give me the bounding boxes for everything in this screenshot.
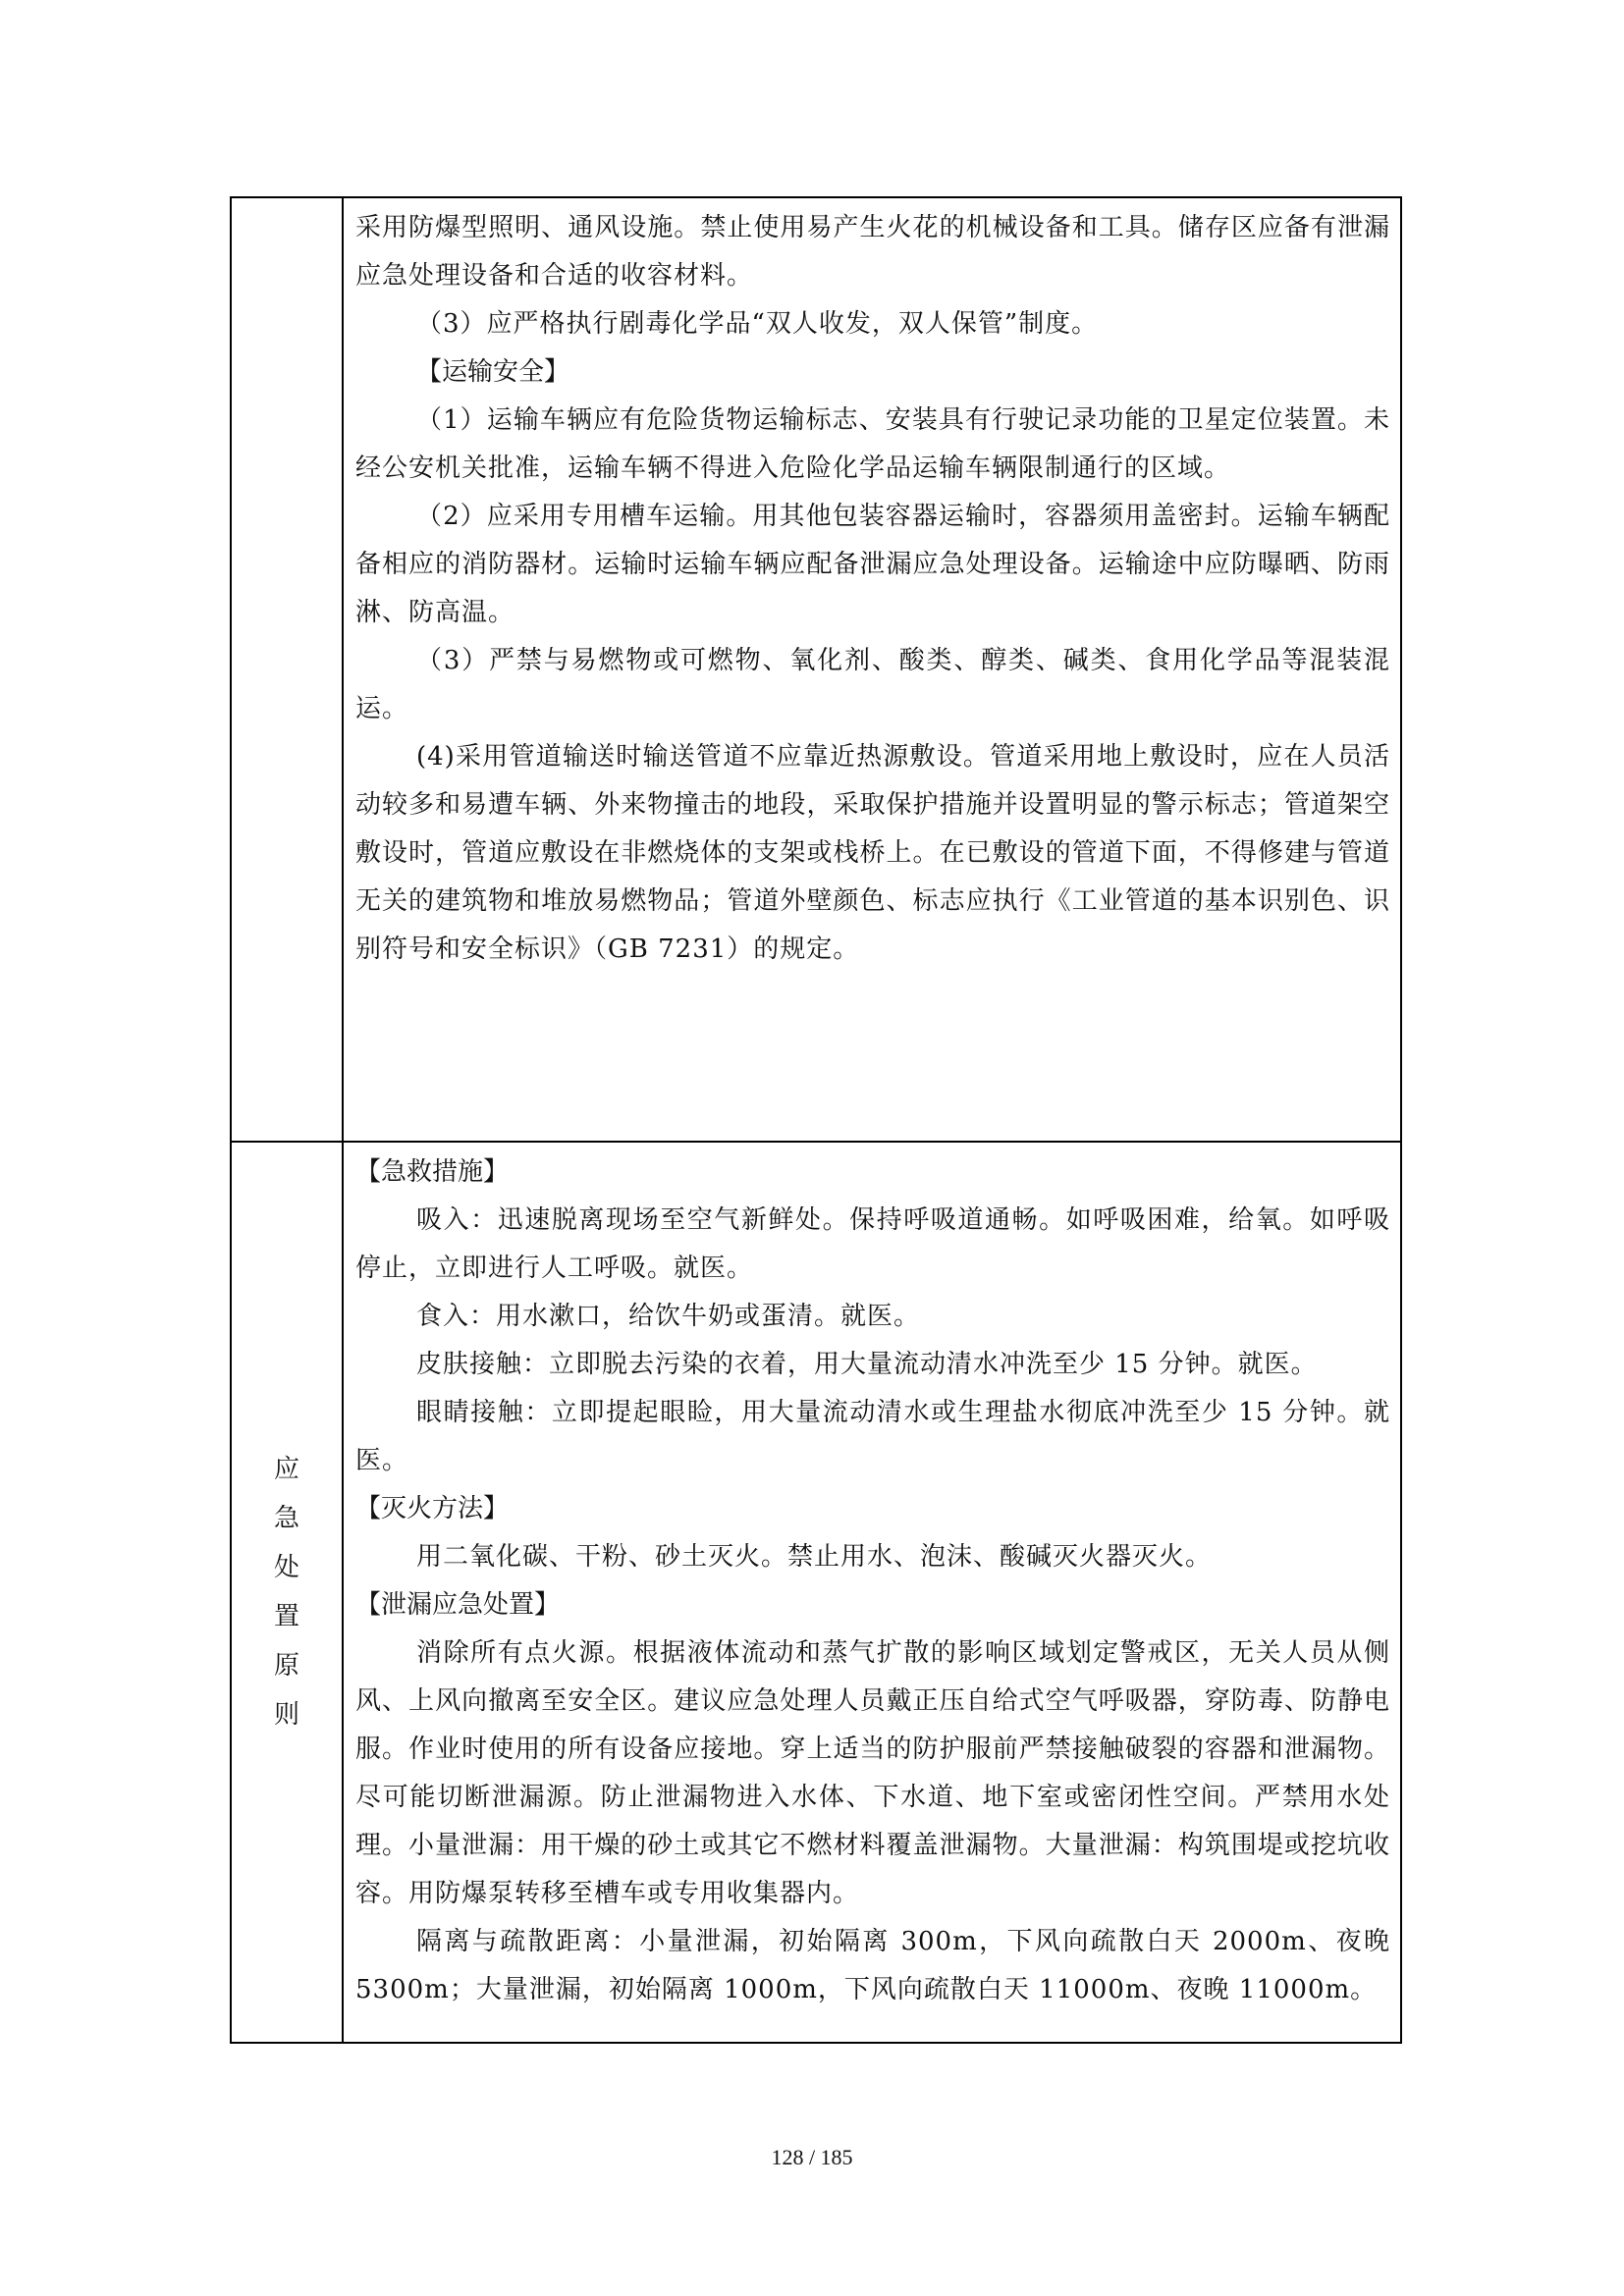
paragraph: 吸入：迅速脱离现场至空气新鲜处。保持呼吸道通畅。如呼吸困难，给氧。如呼吸停止，立即进行人工呼吸。就医。 bbox=[355, 1205, 1390, 1283]
section-heading: 【泄漏应急处置】 bbox=[355, 1590, 561, 1620]
paragraph: 眼睛接触：立即提起眼睑，用大量流动清水或生理盐水彻底冲洗至少 15 分钟。就医。 bbox=[355, 1398, 1390, 1475]
row-label bbox=[232, 1445, 342, 1739]
row-label-cell bbox=[231, 197, 343, 1142]
table-row-storage-transport bbox=[231, 197, 1401, 1142]
paragraph: 消除所有点火源。根据液体流动和蒸气扩散的影响区域划定警戒区，无关人员从侧风、上风向撤离至安全区。建议应急处理人员戴正压自给式空气呼吸器，穿防毒、防静电服。作业时使用的所有设备应接地。穿上适当的防护服前严禁接触破裂的容器和泄漏物。尽可能切断泄漏源。防止泄漏物进入水体、下水道、地下室或密闭性空间。严禁用水处理。小量泄漏：用干燥的砂土或其它不燃材料覆盖泄漏物。大量泄漏：构筑围堤或挖坑收容。用防爆泵转移至槽车或专用收集器内。 bbox=[355, 1638, 1390, 1908]
row-label-char: 置 bbox=[273, 1602, 299, 1631]
row-label-cell bbox=[231, 1142, 343, 2043]
document-table bbox=[230, 196, 1402, 2044]
paragraph: 食入：用水漱口，给饮牛奶或蛋清。就医。 bbox=[416, 1302, 921, 1331]
row-label-char: 处 bbox=[273, 1553, 299, 1582]
row-label-char: 原 bbox=[273, 1651, 299, 1681]
paragraph: （2）应采用专用槽车运输。用其他包装容器运输时，容器须用盖密封。运输车辆配备相应的消防器材。运输时运输车辆应配备泄漏应急处理设备。运输途中应防曝晒、防雨淋、防高温。 bbox=[355, 502, 1390, 627]
paragraph: （1）运输车辆应有危险货物运输标志、安装具有行驶记录功能的卫星定位装置。未经公安机关批准，运输车辆不得进入危险化学品运输车辆限制通行的区域。 bbox=[355, 405, 1390, 483]
page-number: 128 / 185 bbox=[771, 2145, 853, 2169]
paragraph: (4)采用管道输送时输送管道不应靠近热源敷设。管道采用地上敷设时，应在人员活动较多和易遭车辆、外来物撞击的地段，采取保护措施并设置明显的警示标志；管道架空敷设时，管道应敷设在非燃烧体的支架或栈桥上。在已敷设的管道下面，不得修建与管道无关的建筑物和堆放易燃物品；管道外壁颜色、标志应执行《工业管道的基本识别色、识别符号和安全标识》（GB 7231）的规定。 bbox=[355, 742, 1390, 964]
paragraph: 采用防爆型照明、通风设施。禁止使用易产生火花的机械设备和工具。储存区应备有泄漏应急处理设备和合适的收容材料。 bbox=[355, 213, 1390, 291]
paragraph: （3）应严格执行剧毒化学品“双人收发，双人保管”制度。 bbox=[416, 309, 1099, 339]
section-heading: 【灭火方法】 bbox=[355, 1494, 510, 1523]
row-label-char: 急 bbox=[273, 1504, 299, 1533]
row-label-char: 应 bbox=[273, 1455, 299, 1484]
paragraph: 皮肤接触：立即脱去污染的衣着，用大量流动清水冲洗至少 15 分钟。就医。 bbox=[416, 1350, 1318, 1379]
row-content-cell bbox=[343, 197, 1401, 1142]
paragraph: 用二氧化碳、干粉、砂土灭火。禁止用水、泡沫、酸碱灭火器灭火。 bbox=[416, 1542, 1213, 1572]
section-heading: 【急救措施】 bbox=[355, 1157, 510, 1187]
row-content-cell bbox=[343, 1142, 1401, 2043]
table-row-emergency-principles bbox=[231, 1142, 1401, 2043]
paragraph: （3）严禁与易燃物或可燃物、氧化剂、酸类、醇类、碱类、食用化学品等混装混运。 bbox=[355, 646, 1390, 723]
paragraph: 隔离与疏散距离：小量泄漏，初始隔离 300m，下风向疏散白天 2000m、夜晚 5300m；大量泄漏，初始隔离 1000m，下风向疏散白天 11000m、夜晚 11000m。 bbox=[355, 1927, 1390, 2004]
section-heading: 【运输安全】 bbox=[416, 357, 570, 387]
row-label-char: 则 bbox=[273, 1700, 299, 1730]
